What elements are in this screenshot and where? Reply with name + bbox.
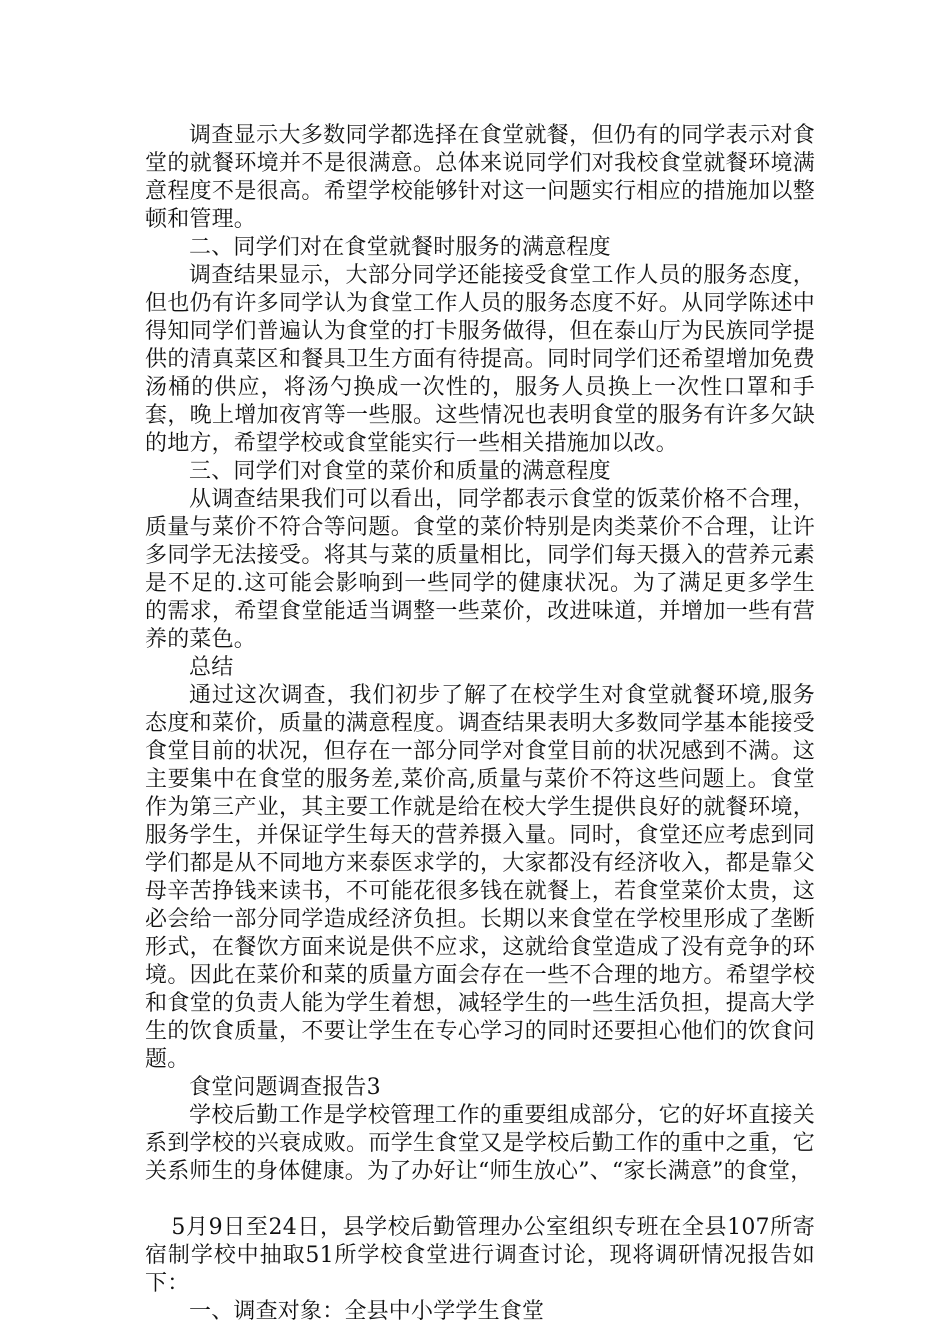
heading-survey-subject: 一、调查对象：全县中小学学生食堂 [189, 1299, 545, 1324]
paragraph-survey-dates: 5月9日至24日，县学校后勤管理办公室组织专班在全县107所寄宿制学校中抽取51所学校食堂进行调查讨论，现将调研情况报告如下： [145, 1215, 815, 1296]
heading-report-3: 食堂问题调查报告3 [189, 1075, 381, 1100]
heading-summary: 总结 [189, 655, 234, 680]
heading-price-quality: 三、同学们对食堂的菜价和质量的满意程度 [189, 459, 611, 484]
paragraph-report-3-intro: 学校后勤工作是学校管理工作的重要组成部分，它的好坏直接关系到学校的兴衰成败。而学生食堂又是学校后勤工作的重中之重，它关系师生的身体健康。为了办好让“师生放心”、“家长满意”的食堂， [145, 1103, 815, 1184]
paragraph-summary: 通过这次调查，我们初步了解了在校学生对食堂就餐环境,服务态度和菜价，质量的满意程度。调查结果表明大多数同学基本能接受食堂目前的状况，但存在一部分同学对食堂目前的状况感到不满。这主要集中在食堂的服务差,菜价高,质量与菜价不符这些问题上。食堂作为第三产业，其主要工作就是给在校大学生提供良好的就餐环境，服务学生，并保证学生每天的营养摄入量。同时，食堂还应考虑到同学们都是从不同地方来泰医求学的，大家都没有经济收入，都是靠父母辛苦挣钱来读书，不可能花很多钱在就餐上，若食堂菜价太贵，这必会给一部分同学造成经济负担。长期以来食堂在学校里形成了垄断形式，在餐饮方面来说是供不应求，这就给食堂造成了没有竞争的环境。因此在菜价和菜的质量方面会存在一些不合理的地方。希望学校和食堂的负责人能为学生着想，减轻学生的一些生活负担，提高大学生的饮食质量，不要让学生在专心学习的同时还要担心他们的饮食问题。 [145, 683, 815, 1072]
heading-service-satisfaction: 二、同学们对在食堂就餐时服务的满意程度 [189, 235, 611, 260]
paragraph-price-quality-results: 从调查结果我们可以看出，同学都表示食堂的饭菜价格不合理，质量与菜价不符合等问题。食堂的菜价特别是肉类菜价不合理，让许多同学无法接受。将其与菜的质量相比，同学们每天摄入的营养元素是不足的.这可能会影响到一些同学的健康状况。为了满足更多学生的需求，希望食堂能适当调整一些菜价，改进味道，并增加一些有营养的菜色。 [145, 487, 815, 652]
paragraph-service-results: 调查结果显示，大部分同学还能接受食堂工作人员的服务态度，但也仍有许多同学认为食堂工作人员的服务态度不好。从同学陈述中得知同学们普遍认为食堂的打卡服务做得，但在泰山厅为民族同学提供的清真菜区和餐具卫生方面有待提高。同时同学们还希望增加免费汤桶的供应，将汤勺换成一次性的，服务人员换上一次性口罩和手套，晚上增加夜宵等一些服。这些情况也表明食堂的服务有许多欠缺的地方，希望学校或食堂能实行一些相关措施加以改。 [145, 263, 815, 456]
paragraph-environment-summary: 调查显示大多数同学都选择在食堂就餐，但仍有的同学表示对食堂的就餐环境并不是很满意。总体来说同学们对我校食堂就餐环境满意程度不是很高。希望学校能够针对这一问题实行相应的措施加以整顿和管理。 [145, 123, 815, 232]
document-body [145, 122, 815, 1326]
blank-line [145, 1186, 815, 1214]
